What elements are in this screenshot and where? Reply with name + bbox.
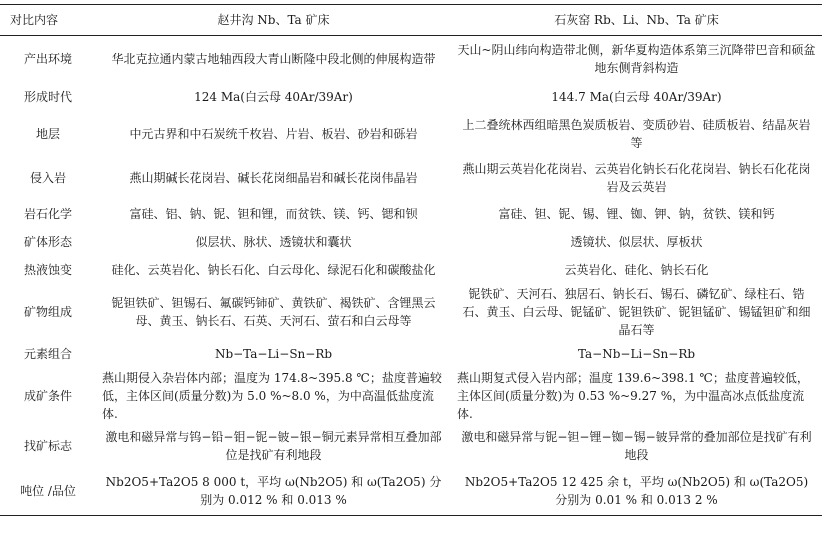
table-row — [0, 82, 822, 112]
cell-shihuiyao: 燕山期云英岩化花岗岩、云英岩化钠长石化花岗岩、钠长石化花岗岩及云英岩 — [462, 161, 811, 194]
row-label: 矿体形态 — [23, 234, 72, 249]
cell-shihuiyao: 燕山期复式侵入岩内部；温度 139.6~398.1 ℃；盐度普遍较低，主体区间(质量分数)为 0.53 %~9.27 %，为中温高冰点低盐度流体. — [457, 370, 809, 421]
header-zhaojinggou-deposit: 赵井沟 Nb、Ta 矿床 — [96, 5, 451, 36]
cell-zhaojinggou: 似层状、脉状、透镜状和囊状 — [195, 234, 352, 249]
table-row — [0, 368, 822, 424]
table-header-row — [0, 5, 822, 36]
row-label: 成矿条件 — [23, 388, 72, 403]
row-label: 矿物组成 — [23, 304, 72, 319]
cell-shihuiyao: 透镜状、似层状、厚板状 — [570, 234, 703, 249]
table-row — [0, 112, 822, 156]
cell-shihuiyao: 天山~阴山纬向构造带北侧，新华夏构造体系第三沉降带巴音和硕盆地东侧背斜构造 — [457, 42, 816, 75]
row-label: 元素组合 — [23, 346, 72, 361]
header-comparison-item: 对比内容 — [0, 5, 96, 36]
table-row — [0, 156, 822, 200]
cell-zhaojinggou: 华北克拉通内蒙古地轴西段大青山断隆中段北侧的伸展构造带 — [111, 51, 436, 66]
cell-zhaojinggou: 激电和磁异常与钨−铅−钼−铌−铍−银−铜元素异常相互叠加部位是找矿有利地段 — [105, 429, 442, 462]
header-shihuiyao-deposit: 石灰窑 Rb、Li、Nb、Ta 矿床 — [451, 5, 822, 36]
cell-shihuiyao: Ta−Nb−Li−Sn−Rb — [577, 346, 696, 361]
table-row — [0, 200, 822, 228]
row-label: 地层 — [35, 126, 60, 141]
table-row — [0, 284, 822, 340]
cell-zhaojinggou: 燕山期侵入杂岩体内部；温度为 174.8~395.8 ℃；盐度普遍较低，主体区间(质量分数)为 5.0 %~8.0 %，为中高温低盐度流体. — [102, 370, 442, 421]
cell-shihuiyao: 上二叠统林西组暗黑色炭质板岩、变质砂岩、硅质板岩、结晶灰岩等 — [462, 117, 811, 150]
cell-zhaojinggou: 中元古界和中石炭统千枚岩、片岩、板岩、砂岩和砾岩 — [129, 126, 418, 141]
table-row — [0, 468, 822, 516]
row-label: 热液蚀变 — [23, 262, 72, 277]
cell-zhaojinggou: 124 Ma(白云母 40Ar/39Ar) — [194, 89, 353, 104]
row-label: 产出环境 — [23, 51, 72, 66]
table-row — [0, 36, 822, 82]
cell-zhaojinggou: 富硅、铝、钠、铌、钽和锂，而贫铁、镁、钙、锶和钡 — [129, 206, 418, 221]
row-label: 找矿标志 — [23, 438, 72, 453]
cell-shihuiyao: 激电和磁异常与铌−钽−锂−铷−锡−铍异常的叠加部位是找矿有利地段 — [461, 429, 812, 462]
cell-zhaojinggou: Nb−Ta−Li−Sn−Rb — [214, 346, 333, 361]
table-row — [0, 256, 822, 284]
comparison-table — [0, 4, 822, 516]
table-row — [0, 424, 822, 468]
row-label: 吨位 /品位 — [0, 468, 96, 516]
cell-zhaojinggou: 铌钽铁矿、钽锡石、氟碳钙铈矿、黄铁矿、褐铁矿、含锂黑云母、黄玉、钠长石、石英、天河石、萤石和白云母等 — [111, 295, 436, 328]
cell-shihuiyao: 144.7 Ma(白云母 40Ar/39Ar) — [551, 89, 722, 104]
row-label: 形成时代 — [23, 89, 72, 104]
table-row — [0, 228, 822, 256]
cell-shihuiyao: Nb2O5+Ta2O5 12 425 余 t，平均 ω(Nb2O5) 和 ω(Ta2O5) 分别为 0.01 % 和 0.013 2 % — [451, 468, 822, 516]
cell-shihuiyao: 云英岩化、硅化、钠长石化 — [564, 262, 709, 277]
cell-shihuiyao: 富硅、钽、铌、锡、锂、铷、钾、钠，贫铁、镁和钙 — [498, 206, 775, 221]
table-row — [0, 340, 822, 368]
cell-zhaojinggou: 硅化、云英岩化、钠长石化、白云母化、绿泥石化和碳酸盐化 — [111, 262, 436, 277]
cell-zhaojinggou: 燕山期碱长花岗岩、碱长花岗细晶岩和碱长花岗伟晶岩 — [129, 170, 418, 185]
cell-zhaojinggou: Nb2O5+Ta2O5 8 000 t，平均 ω(Nb2O5) 和 ω(Ta2O5) 分别为 0.012 % 和 0.013 % — [96, 468, 451, 516]
cell-shihuiyao: 铌铁矿、天河石、独居石、钠长石、锡石、磷钇矿、绿柱石、锆石、黄玉、白云母、铌锰矿、铌钽铁矿、铌钽锰矿、锡锰钽矿和细晶石等 — [462, 286, 811, 337]
row-label: 侵入岩 — [29, 170, 66, 185]
row-label: 岩石化学 — [23, 206, 72, 221]
